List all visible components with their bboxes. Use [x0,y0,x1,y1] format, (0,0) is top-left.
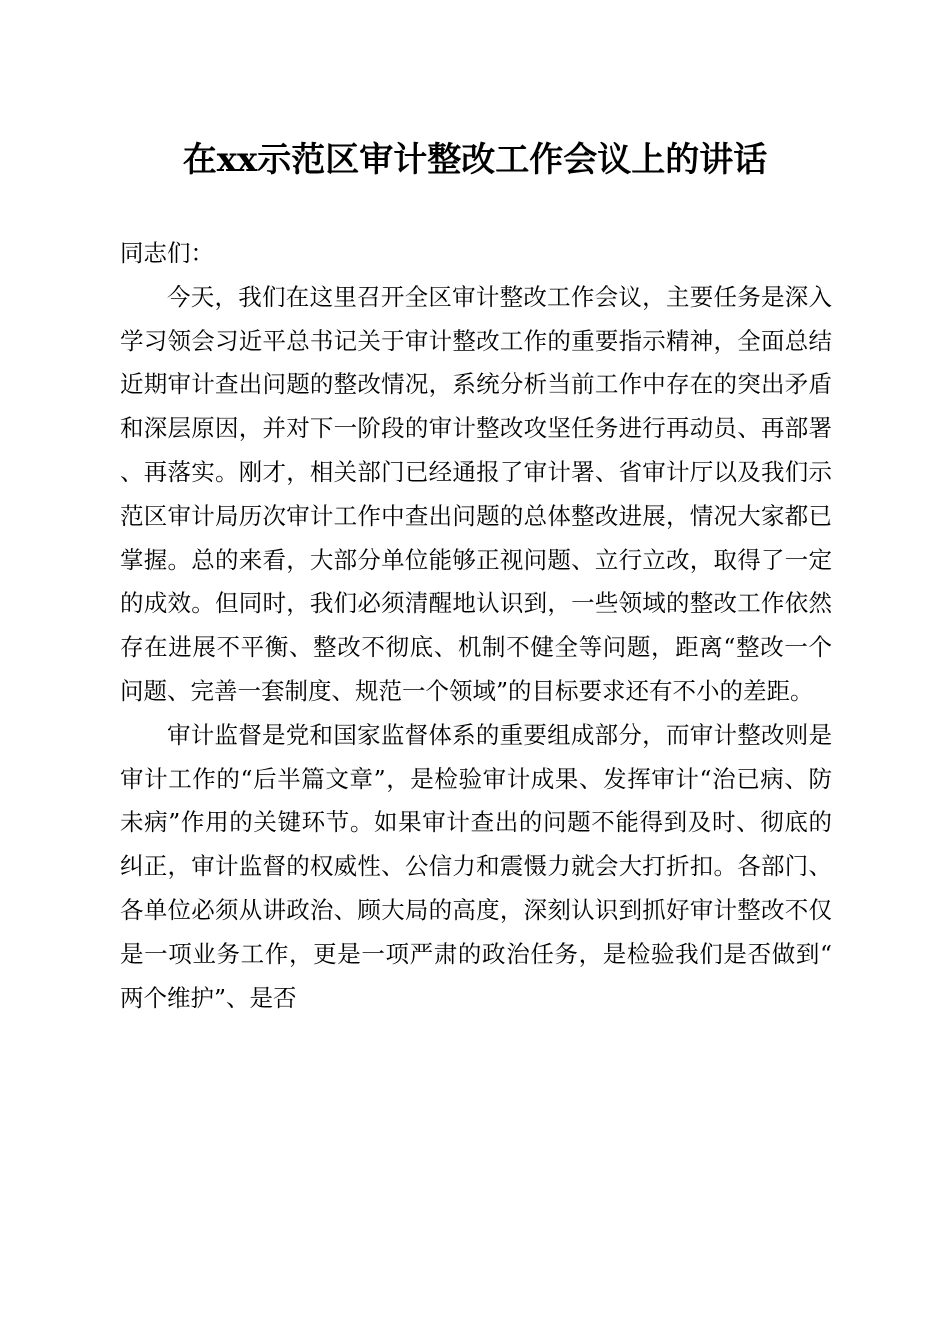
paragraph-1: 今天，我们在这里召开全区审计整改工作会议，主要任务是深入学习领会习近平总书记关于审计整改工作的重要指示精神，全面总结近期审计查出问题的整改情况，系统分析当前工作中存在的突出矛盾和深层原因，并对下一阶段的审计整改攻坚任务进行再动员、再部署、再落实。刚才，相关部门已经通报了审计署、省审计厅以及我们示范区审计局历次审计工作中查出问题的总体整改进展，情况大家都已掌握。总的来看，大部分单位能够正视问题、立行立改，取得了一定的成效。但同时，我们必须清醒地认识到，一些领域的整改工作依然存在进展不平衡、整改不彻底、机制不健全等问题，距离“整改一个问题、完善一套制度、规范一个领域”的目标要求还有不小的差距。 [120,282,832,705]
document-title: 在xx示范区审计整改工作会议上的讲话 [182,140,768,180]
paragraph-2: 审计监督是党和国家监督体系的重要组成部分，而审计整改则是审计工作的“后半篇文章”，是检验审计成果、发挥审计“治已病、防未病”作用的关键环节。如果审计查出的问题不能得到及时、彻底的纠正，审计监督的权威性、公信力和震慑力就会大打折扣。各部门、各单位必须从讲政治、顾大局的高度，深刻认识到抓好审计整改不仅是一项业务工作，更是一项严肃的政治任务，是检验我们是否做到“两个维护”、是否 [120,720,832,1012]
salutation: 同志们： [120,239,214,267]
document-body [120,232,832,1020]
